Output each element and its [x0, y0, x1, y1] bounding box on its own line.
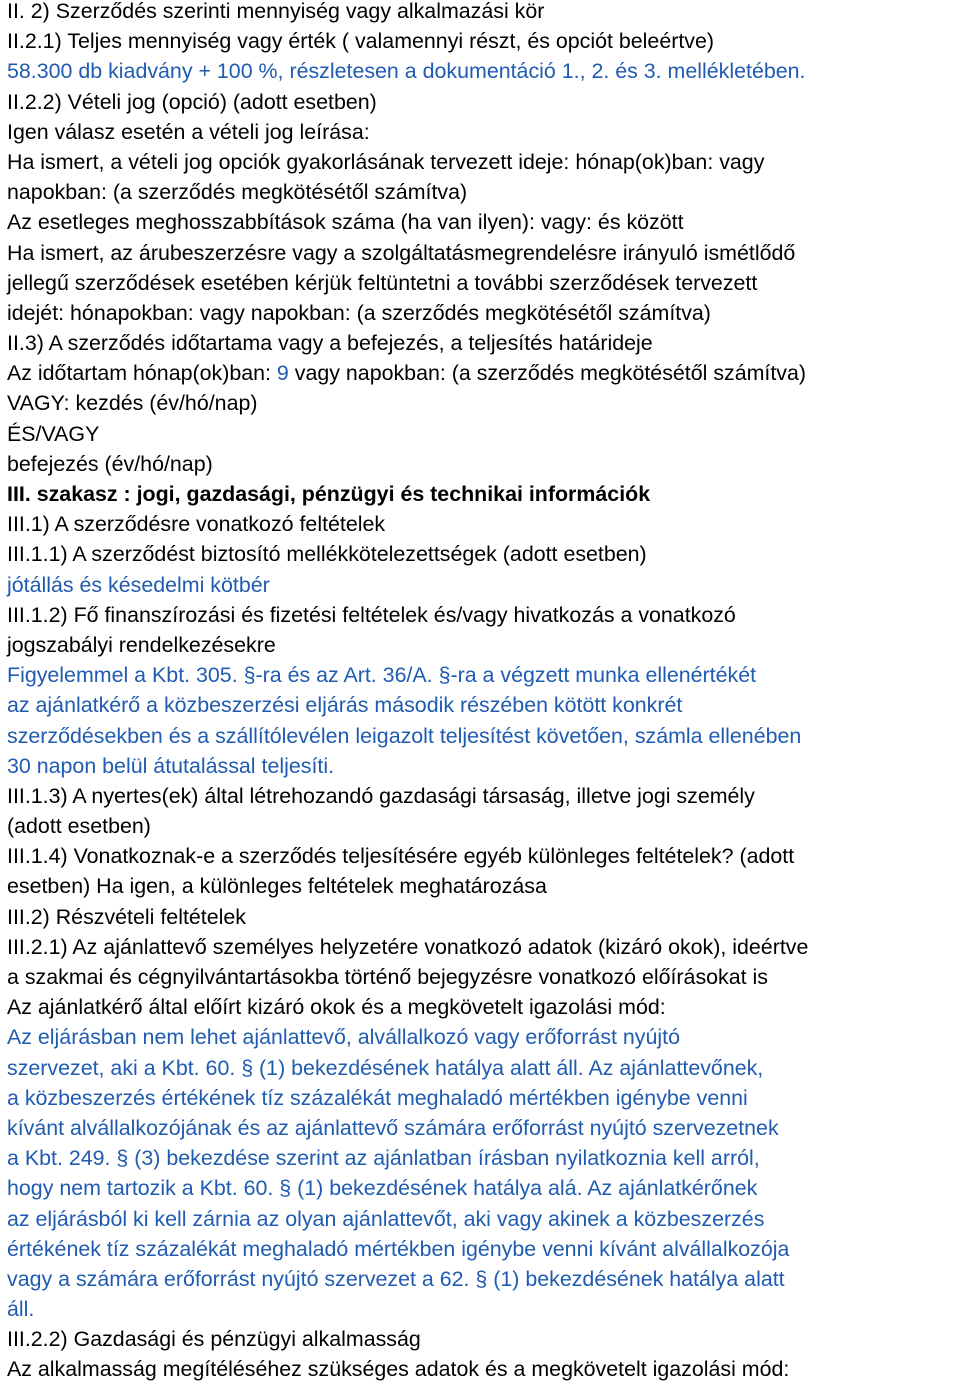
- line-text: Az esetleges meghosszabbítások száma (ha van ilyen): vagy: és között: [7, 210, 684, 235]
- line-text: napokban: (a szerződés megkötésétől számítva): [7, 180, 468, 205]
- line-text: a Kbt. 249. § (3) bekezdése szerint az ajánlatban írásban nyilatkoznia kell arról,: [7, 1146, 760, 1171]
- document-line: [7, 630, 960, 660]
- document-line: [7, 902, 960, 932]
- line-text: III.2.2) Gazdasági és pénzügyi alkalmasság: [7, 1327, 421, 1352]
- document-line: [7, 449, 960, 479]
- document-line: [7, 419, 960, 449]
- line-text: III.1.3) A nyertes(ek) által létrehozandó gazdasági társaság, illetve jogi személy: [7, 783, 755, 808]
- line-text: Igen válasz esetén a vételi jog leírása:: [7, 119, 370, 144]
- document-line: [7, 1354, 960, 1384]
- document-line: [7, 600, 960, 630]
- line-text: szervezet, aki a Kbt. 60. § (1) bekezdésének hatálya alatt áll. Az ajánlattevőnek,: [7, 1055, 764, 1080]
- line-text: jogszabályi rendelkezésekre: [7, 632, 276, 657]
- line-text: befejezés (év/hó/nap): [7, 451, 213, 476]
- document-line: [7, 1143, 960, 1173]
- line-text: II.3) A szerződés időtartama vagy a befejezés, a teljesítés határideje: [7, 331, 653, 356]
- line-text: a közbeszerzés értékének tíz százalékát meghaladó mértékben igénybe venni: [7, 1085, 748, 1110]
- document-line: [7, 298, 960, 328]
- document-line: [7, 26, 960, 56]
- line-text: III. szakasz : jogi, gazdasági, pénzügyi és technikai információk: [7, 482, 651, 506]
- document-line: [7, 781, 960, 811]
- line-text: Az alkalmasság megítéléséhez szükséges adatok és a megkövetelt igazolási mód:: [7, 1357, 790, 1382]
- line-text: Ha ismert, az árubeszerzésre vagy a szolgáltatásmegrendelésre irányuló ismétlődő: [7, 240, 796, 265]
- line-text: Az ajánlatkérő által előírt kizáró okok és a megkövetelt igazolási mód:: [7, 995, 666, 1020]
- line-text: 58.300 db kiadvány + 100 %, részletesen a dokumentáció 1., 2. és 3. mellékletében.: [7, 59, 806, 84]
- line-text: (adott esetben): [7, 814, 151, 839]
- line-text: II.2.1) Teljes mennyiség vagy érték ( valamennyi részt, és opciót beleértve): [7, 29, 715, 54]
- document-line: [7, 1053, 960, 1083]
- document-line: [7, 1173, 960, 1203]
- line-text: 30 napon belül átutalással teljesíti.: [7, 753, 335, 778]
- line-text: II. 2) Szerződés szerinti mennyiség vagy alkalmazási kör: [7, 0, 545, 23]
- document-line: [7, 992, 960, 1022]
- line-text: III.1.2) Fő finanszírozási és fizetési feltételek és/vagy hivatkozás a vonatkozó: [7, 602, 736, 627]
- document-line: [7, 721, 960, 751]
- line-text: kívánt alvállalkozójának és az ajánlattevő számára erőforrást nyújtó szervezetnek: [7, 1115, 779, 1140]
- line-text: Figyelemmel a Kbt. 305. §-ra és az Art. 36/A. §-ra a végzett munka ellenértékét: [7, 663, 757, 688]
- line-text: VAGY: kezdés (év/hó/nap): [7, 391, 258, 416]
- line-text: vagy a számára erőforrást nyújtó szervezet a 62. § (1) bekezdésének hatálya alatt: [7, 1266, 785, 1291]
- line-text: III.1.4) Vonatkoznak-e a szerződés teljesítésére egyéb különleges feltételek? (adott: [7, 844, 795, 869]
- line-text: ÉS/VAGY: [7, 421, 100, 446]
- document-line: [7, 1113, 960, 1143]
- line-text: az ajánlatkérő a közbeszerzési eljárás második részében kötött konkrét: [7, 693, 683, 718]
- document-line: [7, 388, 960, 418]
- document-line: [7, 268, 960, 298]
- document-line: [7, 811, 960, 841]
- document-line: [7, 1204, 960, 1234]
- line-text: Az időtartam hónap(ok)ban:: [7, 361, 277, 386]
- duration-months-value: 9: [276, 361, 289, 386]
- document-line: [7, 751, 960, 781]
- document-line: [7, 0, 960, 26]
- document-line: [7, 690, 960, 720]
- document-line: [7, 1022, 960, 1052]
- line-text: Az eljárásban nem lehet ajánlattevő, alvállalkozó vagy erőforrást nyújtó: [7, 1025, 680, 1050]
- document-line: [7, 1294, 960, 1324]
- line-text: szerződésekben és a szállítólevélen leigazolt teljesítést követően, számla ellenében: [7, 723, 802, 748]
- document-line: [7, 1083, 960, 1113]
- document-line: [7, 177, 960, 207]
- line-text: jótállás és késedelmi kötbér: [7, 572, 270, 597]
- document-line: [7, 1264, 960, 1294]
- line-text-tail: vagy napokban: (a szerződés megkötésétől számítva): [288, 361, 807, 386]
- document-line: [7, 539, 960, 569]
- document-line: [7, 87, 960, 117]
- document-line: [7, 841, 960, 871]
- document-line: [7, 871, 960, 901]
- document-body: [7, 0, 960, 1385]
- line-text: III.2.1) Az ajánlattevő személyes helyzetére vonatkozó adatok (kizáró okok), ideértve: [7, 934, 809, 959]
- line-text: a szakmai és cégnyilvántartásokba történő bejegyzésre vonatkozó előírásokat is: [7, 965, 768, 989]
- line-text: III.1) A szerződésre vonatkozó feltételek: [7, 512, 386, 537]
- document-line: [7, 358, 960, 388]
- line-text: idejét: hónapokban: vagy napokban: (a szerződés megkötésétől számítva): [7, 300, 711, 325]
- document-line: [7, 932, 960, 962]
- document-line: [7, 207, 960, 237]
- line-text: hogy nem tartozik a Kbt. 60. § (1) bekezdésének hatálya alá. Az ajánlatkérőnek: [7, 1176, 758, 1201]
- line-text: III.1.1) A szerződést biztosító mellékkötelezettségek (adott esetben): [7, 542, 647, 567]
- document-line: [7, 117, 960, 147]
- document-line: [7, 238, 960, 268]
- document-line: [7, 479, 960, 509]
- line-text: áll.: [7, 1297, 35, 1322]
- document-line: [7, 1324, 960, 1354]
- document-line: [7, 56, 960, 86]
- document-line: [7, 328, 960, 358]
- line-text: esetben) Ha igen, a különleges feltételek meghatározása: [7, 874, 547, 899]
- document-line: [7, 660, 960, 690]
- line-text: III.2) Részvételi feltételek: [7, 904, 246, 929]
- line-text: Ha ismert, a vételi jog opciók gyakorlásának tervezett ideje: hónap(ok)ban: vagy: [7, 149, 765, 174]
- document-line: [7, 962, 960, 992]
- document-line: [7, 570, 960, 600]
- document-line: [7, 147, 960, 177]
- line-text: az eljárásból ki kell zárnia az olyan ajánlattevőt, aki vagy akinek a közbeszerzés: [7, 1206, 765, 1231]
- line-text: értékének tíz százalékát meghaladó mértékben igénybe venni kívánt alvállalkozója: [7, 1236, 790, 1261]
- line-text: II.2.2) Vételi jog (opció) (adott esetben): [7, 89, 377, 114]
- line-text: jellegű szerződések esetében kérjük feltüntetni a további szerződések tervezett: [7, 270, 758, 295]
- document-line: [7, 1234, 960, 1264]
- document-line: [7, 509, 960, 539]
